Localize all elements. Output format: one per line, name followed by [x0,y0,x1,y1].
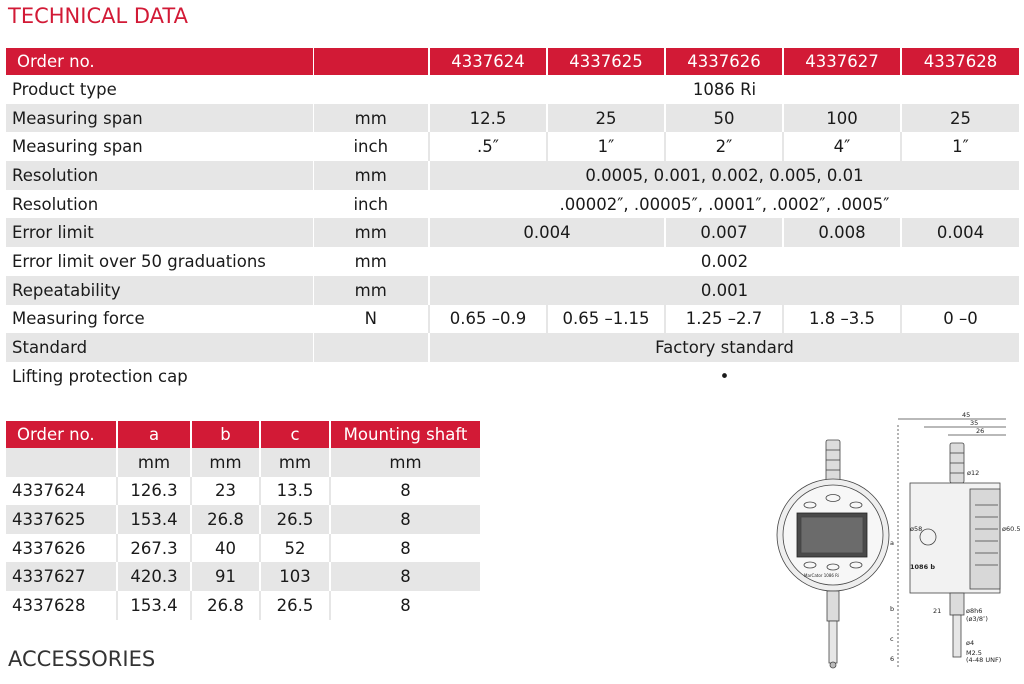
dim-4-label: ø4 [966,639,975,647]
table-cell: 8 [330,534,480,563]
unit-cell [6,448,117,477]
dim-26-label: 26 [976,427,985,435]
unit-cell: mm [260,448,330,477]
unit-cell: mm [117,448,191,477]
row-value: 25 [901,104,1019,133]
row-label: Error limit [6,218,313,247]
row-value: 0.004 [429,218,665,247]
row-value: .5″ [429,132,547,161]
model-label: 1086 b [910,563,936,571]
table-cell: 4337628 [6,591,117,620]
column-header: c [260,421,330,448]
table-cell: 8 [330,562,480,591]
dim-c-label: c [890,635,894,643]
row-value: 0.004 [901,218,1019,247]
row-value: 1″ [547,132,665,161]
dim-12-label: ø12 [967,469,980,477]
column-header: b [191,421,260,448]
row-unit [313,75,429,104]
technical-data-table [6,48,1019,391]
table-cell: 4337626 [6,534,117,563]
row-unit: inch [313,132,429,161]
table-cell: 26.5 [260,591,330,620]
order-number: 4337626 [665,48,783,75]
table-row [6,505,480,534]
table-row [6,75,1019,104]
table-cell: 153.4 [117,505,191,534]
order-number: 4337627 [783,48,901,75]
dims-header-row [6,421,480,448]
table-cell: 8 [330,591,480,620]
technical-data-heading: TECHNICAL DATA [8,4,188,28]
row-unit: mm [313,104,429,133]
row-value: 2″ [665,132,783,161]
table-cell: 23 [191,477,260,506]
front-view [777,440,889,668]
unit-cell: mm [191,448,260,477]
dims-units-row [6,448,480,477]
row-label: Lifting protection cap [6,362,313,391]
table-row [6,218,1019,247]
table-cell: 4337625 [6,505,117,534]
table-cell: 26.8 [191,591,260,620]
row-label: Resolution [6,161,313,190]
row-value: 4″ [783,132,901,161]
column-header: Mounting shaft [330,421,480,448]
dimensions-table [6,421,480,620]
row-label: Measuring force [6,305,313,334]
row-label: Product type [6,75,313,104]
table-cell: 13.5 [260,477,330,506]
table-row [6,104,1019,133]
row-label: Measuring span [6,104,313,133]
dim-38-label: (ø3/8″) [966,615,988,623]
row-unit: mm [313,247,429,276]
row-value: 50 [665,104,783,133]
dim-b-label: b [890,605,895,613]
dim-35-label: 35 [970,419,979,427]
row-label: Standard [6,333,313,362]
row-label: Repeatability [6,276,313,305]
table-row [6,534,480,563]
row-unit [313,362,429,391]
row-value: 12.5 [429,104,547,133]
table-row [6,333,1019,362]
row-value: .00002″, .00005″, .0001″, .0002″, .0005″ [429,190,1019,219]
table-cell: 4337624 [6,477,117,506]
table-row [6,362,1019,391]
table-cell: 91 [191,562,260,591]
order-number: 4337628 [901,48,1019,75]
table-cell: 52 [260,534,330,563]
table-row [6,161,1019,190]
row-unit: mm [313,218,429,247]
brand-label: MarCator 1086 Ri [804,573,840,578]
side-view [898,419,1006,667]
unit-header [313,48,429,75]
row-value: 0.65 –0.9 [429,305,547,334]
row-value: • [429,362,1019,391]
table-row [6,591,480,620]
order-number: 4337624 [429,48,547,75]
row-label: Measuring span [6,132,313,161]
dim-m25-label: M2.5 [966,649,982,657]
table-row [6,305,1019,334]
row-value: 0.65 –1.15 [547,305,665,334]
row-value: 1.8 –3.5 [783,305,901,334]
row-value: 0.008 [783,218,901,247]
row-unit: mm [313,161,429,190]
row-unit: N [313,305,429,334]
table-row [6,276,1019,305]
row-value: 25 [547,104,665,133]
table-cell: 267.3 [117,534,191,563]
unit-cell: mm [330,448,480,477]
row-unit: mm [313,276,429,305]
row-value: 1.25 –2.7 [665,305,783,334]
table-cell: 26.5 [260,505,330,534]
table-cell: 420.3 [117,562,191,591]
table-row [6,562,480,591]
dim-605-label: ø60.5 [1002,525,1020,533]
table-cell: 103 [260,562,330,591]
table-cell: 153.4 [117,591,191,620]
row-value: 1″ [901,132,1019,161]
dim-21-label: 21 [933,607,942,615]
row-value: 0 –0 [901,305,1019,334]
row-unit [313,333,429,362]
row-value: 0.001 [429,276,1019,305]
tech-header-row [6,48,1019,75]
dim-6-label: 6 [890,655,895,663]
accessories-heading: ACCESSORIES [8,647,156,671]
table-row [6,247,1019,276]
dim-58-label: ø58 [910,525,923,533]
table-cell: 8 [330,505,480,534]
dim-45-label: 45 [962,411,971,419]
column-header: Order no. [6,421,117,448]
row-value: 0.002 [429,247,1019,276]
row-value: 100 [783,104,901,133]
row-value: 0.0005, 0.001, 0.002, 0.005, 0.01 [429,161,1019,190]
dim-8h6-label: ø8h6 [966,607,983,615]
table-row [6,132,1019,161]
row-value: 0.007 [665,218,783,247]
table-cell: 4337627 [6,562,117,591]
row-value: Factory standard [429,333,1019,362]
table-row [6,477,480,506]
row-label: Resolution [6,190,313,219]
table-cell: 26.8 [191,505,260,534]
row-label: Error limit over 50 graduations [6,247,313,276]
dial-indicator-drawing [770,405,1020,675]
row-value: 1086 Ri [429,75,1019,104]
column-header: a [117,421,191,448]
dim-a-label: a [890,539,894,547]
table-cell: 40 [191,534,260,563]
row-unit: inch [313,190,429,219]
order-number: 4337625 [547,48,665,75]
dim-unf-label: (4-48 UNF) [966,656,1002,664]
table-cell: 126.3 [117,477,191,506]
order-no-label: Order no. [6,48,313,75]
table-row [6,190,1019,219]
table-cell: 8 [330,477,480,506]
